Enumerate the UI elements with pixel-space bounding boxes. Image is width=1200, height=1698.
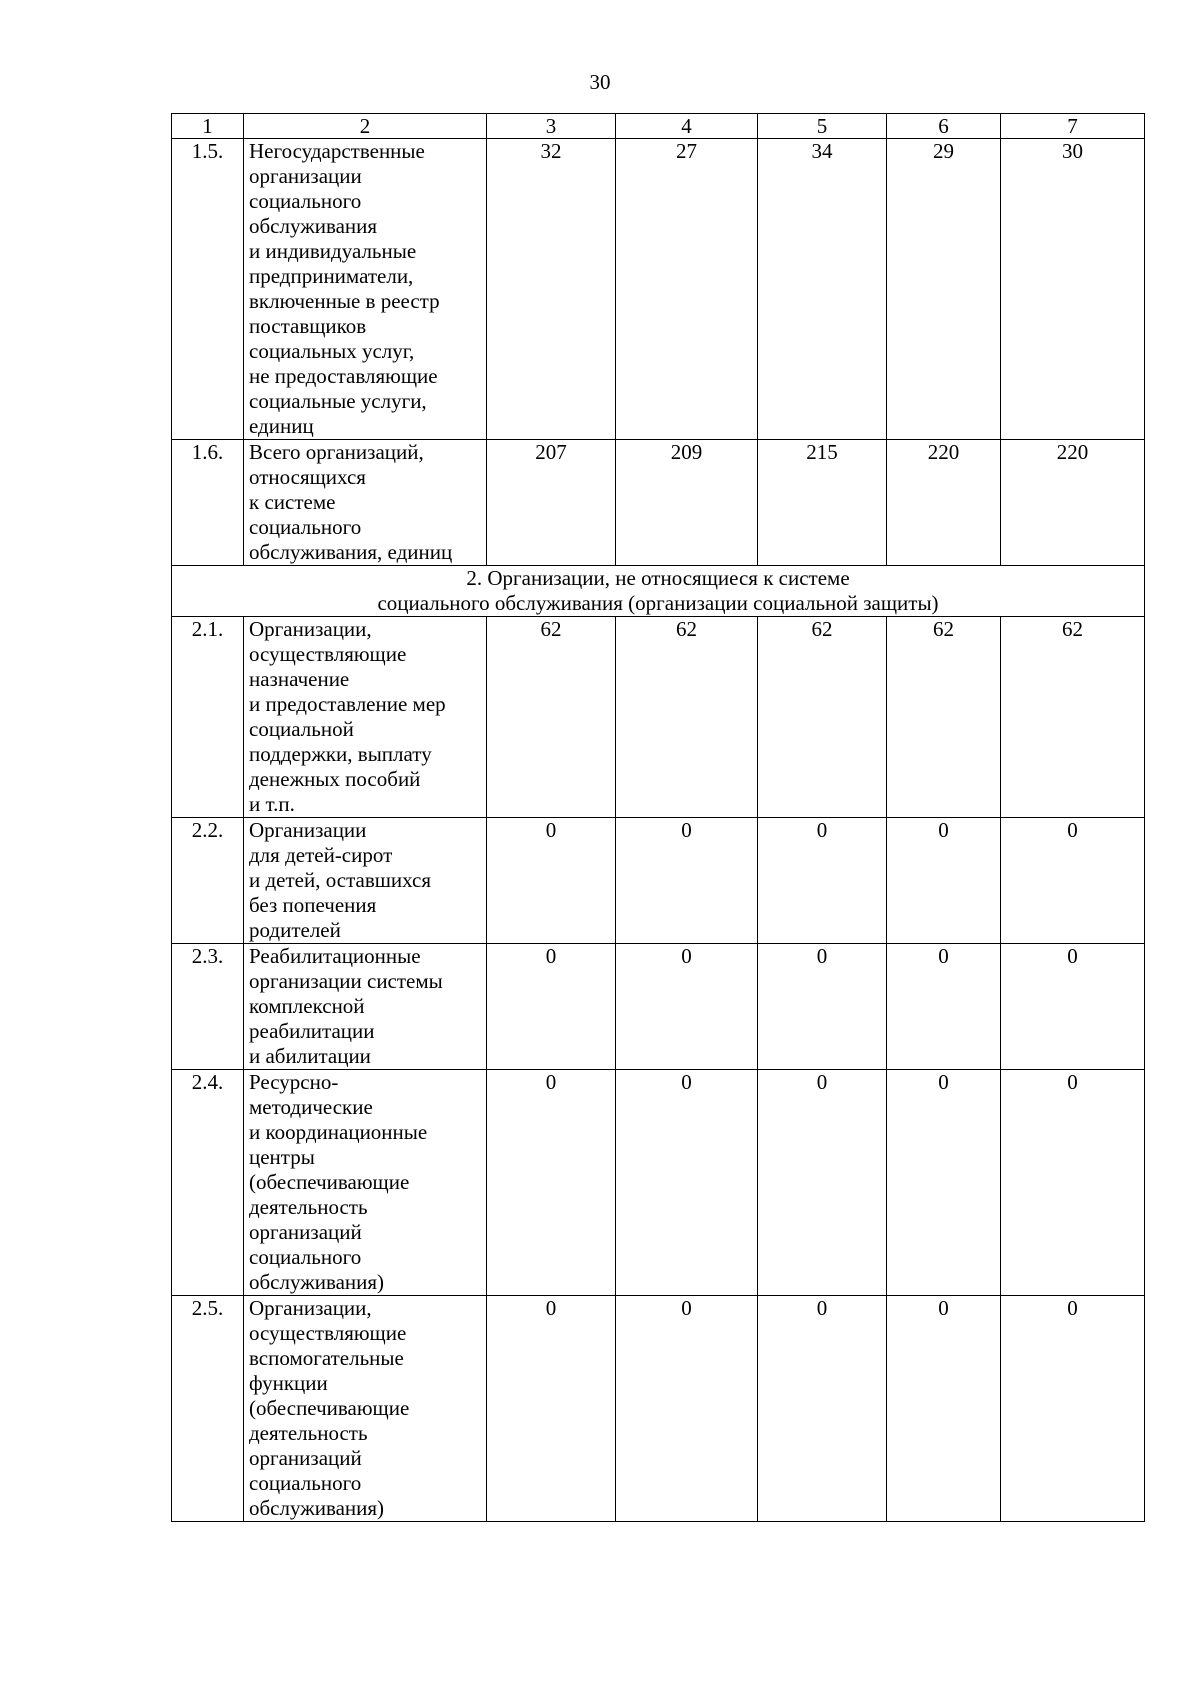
value-cell: 0 [887, 1296, 1001, 1522]
column-number-cell: 4 [616, 114, 758, 139]
description-line: родителей [249, 918, 341, 942]
value-cell: 0 [1001, 818, 1145, 944]
description-line: организации системы [249, 969, 443, 993]
description-line: осуществляющие [249, 642, 407, 666]
description-line: Организации [249, 818, 367, 842]
page-number: 30 [589, 70, 611, 94]
description-line: без попечения [249, 893, 377, 917]
value-cell: 0 [487, 818, 616, 944]
description-line: социальной [249, 717, 354, 741]
value-cell: 0 [1001, 1070, 1145, 1296]
description-line: Всего организаций, [249, 440, 424, 464]
data-table [171, 113, 1145, 1522]
table-row [172, 818, 1145, 944]
value-cell: 27 [616, 139, 758, 440]
value-cell: 209 [616, 440, 758, 566]
value-cell: 0 [616, 818, 758, 944]
section-row [172, 566, 1145, 617]
description-line: денежных пособий [249, 767, 421, 791]
description-line: центры [249, 1145, 315, 1169]
value-cell: 62 [758, 617, 887, 818]
value-cell: 0 [616, 944, 758, 1070]
column-number-cell: 1 [172, 114, 244, 139]
section-heading-line: социального обслуживания (организации социальной защиты) [377, 591, 939, 615]
value-cell: 0 [887, 1070, 1001, 1296]
description-line: и т.п. [249, 792, 295, 816]
value-cell: 0 [1001, 944, 1145, 1070]
description-line: социального [249, 189, 362, 213]
description-line: назначение [249, 667, 350, 691]
row-description-cell [244, 139, 487, 440]
description-line: Организации, [249, 1296, 372, 1320]
row-number-cell: 1.6. [172, 440, 244, 566]
row-description-cell [244, 617, 487, 818]
description-line: методические [249, 1095, 373, 1119]
description-line: обслуживания [249, 214, 378, 238]
value-cell: 0 [616, 1070, 758, 1296]
table-body [172, 114, 1145, 1522]
row-number-cell: 2.2. [172, 818, 244, 944]
value-cell: 0 [758, 944, 887, 1070]
value-cell: 0 [887, 818, 1001, 944]
table-row [172, 440, 1145, 566]
column-number-row [172, 114, 1145, 139]
value-cell: 215 [758, 440, 887, 566]
value-cell: 0 [758, 818, 887, 944]
description-line: и абилитации [249, 1044, 371, 1068]
description-line: для детей-сирот [249, 843, 393, 867]
table-row [172, 617, 1145, 818]
description-line: социального [249, 1245, 362, 1269]
description-line: поставщиков [249, 314, 367, 338]
description-line: социального [249, 1471, 362, 1495]
description-line: социальных услуг, [249, 339, 415, 363]
column-number-cell: 7 [1001, 114, 1145, 139]
description-line: обслуживания, единиц [249, 540, 453, 564]
row-description-cell [244, 1296, 487, 1522]
description-line: вспомогательные [249, 1346, 404, 1370]
value-cell: 0 [887, 944, 1001, 1070]
column-number-cell: 3 [487, 114, 616, 139]
description-line: комплексной [249, 994, 365, 1018]
column-number-cell: 5 [758, 114, 887, 139]
row-description-cell [244, 440, 487, 566]
value-cell: 0 [487, 944, 616, 1070]
description-line: и предоставление мер [249, 692, 446, 716]
description-line: Ресурсно- [249, 1070, 339, 1094]
description-line: деятельность [249, 1421, 368, 1445]
description-line: единиц [249, 414, 314, 438]
description-line: организаций [249, 1220, 362, 1244]
description-line: (обеспечивающие [249, 1170, 410, 1194]
value-cell: 207 [487, 440, 616, 566]
row-number-cell: 2.1. [172, 617, 244, 818]
description-line: обслуживания) [249, 1270, 385, 1294]
column-number-cell: 2 [244, 114, 487, 139]
row-description-cell [244, 944, 487, 1070]
description-line: и координационные [249, 1120, 428, 1144]
description-line: предприниматели, [249, 264, 414, 288]
description-line: не предоставляющие [249, 364, 438, 388]
description-line: организаций [249, 1446, 362, 1470]
description-line: обслуживания) [249, 1496, 385, 1520]
value-cell: 0 [616, 1296, 758, 1522]
description-line: Реабилитационные [249, 944, 421, 968]
description-line: организации [249, 164, 362, 188]
value-cell: 29 [887, 139, 1001, 440]
value-cell: 0 [758, 1296, 887, 1522]
section-heading-line: 2. Организации, не относящиеся к системе [466, 566, 850, 590]
value-cell: 62 [487, 617, 616, 818]
value-cell: 62 [616, 617, 758, 818]
value-cell: 0 [487, 1070, 616, 1296]
description-line: Организации, [249, 617, 372, 641]
value-cell: 32 [487, 139, 616, 440]
value-cell: 34 [758, 139, 887, 440]
description-line: поддержки, выплату [249, 742, 432, 766]
table-row [172, 139, 1145, 440]
table-row [172, 944, 1145, 1070]
row-number-cell: 2.4. [172, 1070, 244, 1296]
value-cell: 30 [1001, 139, 1145, 440]
description-line: включенные в реестр [249, 289, 440, 313]
row-description-cell [244, 818, 487, 944]
table-row [172, 1070, 1145, 1296]
value-cell: 0 [487, 1296, 616, 1522]
row-number-cell: 2.5. [172, 1296, 244, 1522]
row-number-cell: 2.3. [172, 944, 244, 1070]
description-line: осуществляющие [249, 1321, 407, 1345]
description-line: реабилитации [249, 1019, 375, 1043]
value-cell: 0 [758, 1070, 887, 1296]
value-cell: 220 [887, 440, 1001, 566]
column-number-cell: 6 [887, 114, 1001, 139]
description-line: и индивидуальные [249, 239, 417, 263]
table-row [172, 1296, 1145, 1522]
description-line: Негосударственные [249, 139, 425, 163]
value-cell: 220 [1001, 440, 1145, 566]
description-line: (обеспечивающие [249, 1396, 410, 1420]
row-description-cell [244, 1070, 487, 1296]
value-cell: 0 [1001, 1296, 1145, 1522]
description-line: к системе [249, 490, 336, 514]
description-line: и детей, оставшихся [249, 868, 432, 892]
value-cell: 62 [887, 617, 1001, 818]
description-line: деятельность [249, 1195, 368, 1219]
row-number-cell: 1.5. [172, 139, 244, 440]
description-line: относящихся [249, 465, 366, 489]
value-cell: 62 [1001, 617, 1145, 818]
description-line: функции [249, 1371, 328, 1395]
description-line: социальные услуги, [249, 389, 427, 413]
description-line: социального [249, 515, 362, 539]
section-heading [172, 566, 1145, 617]
